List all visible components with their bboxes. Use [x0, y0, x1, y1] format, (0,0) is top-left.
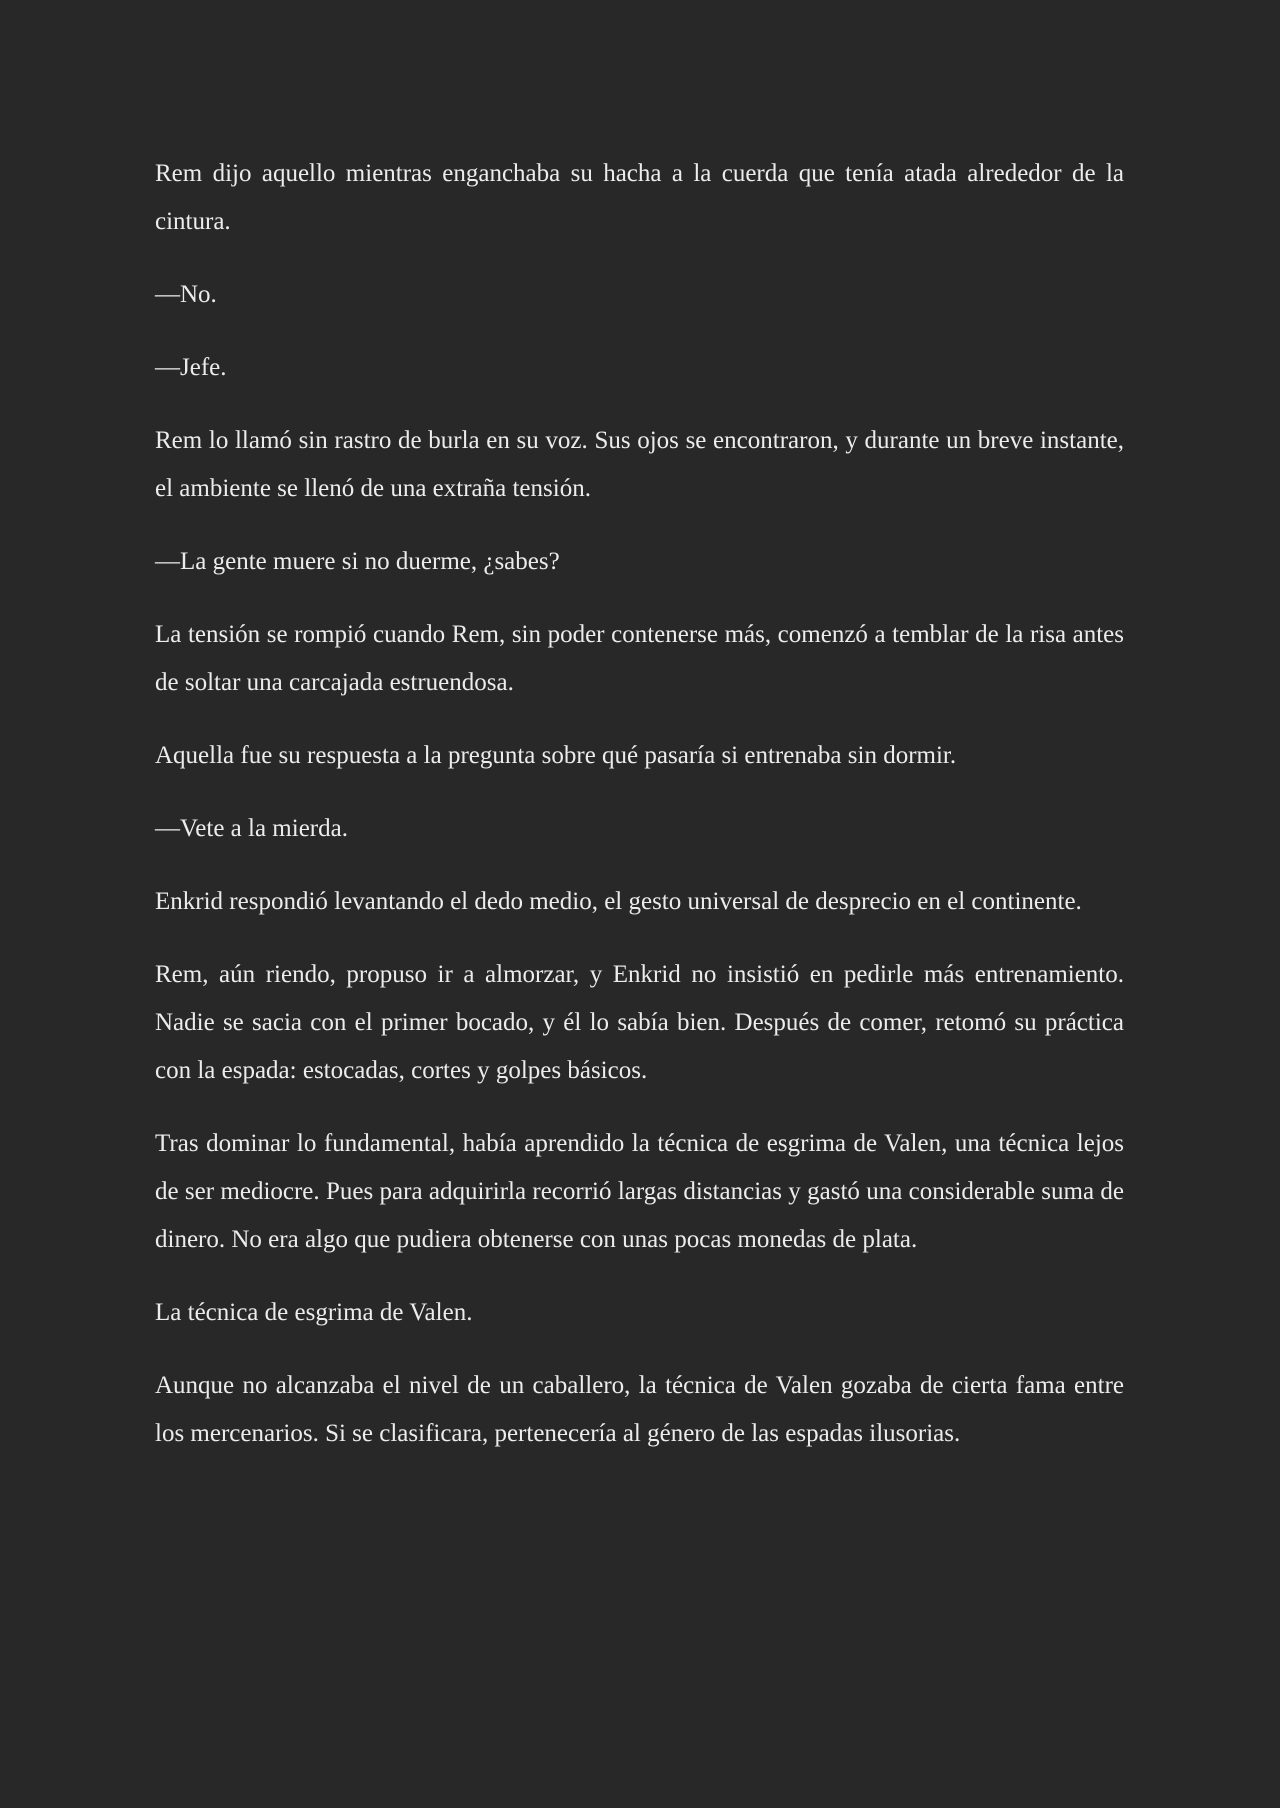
paragraph: La técnica de esgrima de Valen.	[155, 1299, 473, 1326]
paragraph: Rem lo llamó sin rastro de burla en su voz. Sus ojos se encontraron, y durante un breve instante, el ambiente se llenó de una extraña tensión.	[155, 427, 1124, 502]
paragraph: Aunque no alcanzaba el nivel de un caballero, la técnica de Valen gozaba de cierta fama entre los mercenarios. Si se clasificara, pertenecería al género de las espadas ilusorias.	[155, 1372, 1124, 1447]
paragraph: Rem, aún riendo, propuso ir a almorzar, y Enkrid no insistió en pedirle más entrenamiento. Nadie se sacia con el primer bocado, y él lo sabía bien. Después de comer, retomó su práctica con la espada: estocadas, cortes y golpes básicos.	[155, 961, 1124, 1084]
paragraph: —No.	[155, 281, 217, 308]
paragraph: La tensión se rompió cuando Rem, sin poder contenerse más, comenzó a temblar de la risa antes de soltar una carcajada estruendosa.	[155, 621, 1124, 696]
paragraph: —Jefe.	[155, 354, 227, 381]
paragraph: Rem dijo aquello mientras enganchaba su hacha a la cuerda que tenía atada alrededor de la cintura.	[155, 160, 1124, 235]
paragraph: Tras dominar lo fundamental, había aprendido la técnica de esgrima de Valen, una técnica lejos de ser mediocre. Pues para adquirirla recorrió largas distancias y gastó una considerable suma de dinero. No era algo que pudiera obtenerse con unas pocas monedas de plata.	[155, 1130, 1124, 1253]
paragraph: —Vete a la mierda.	[155, 815, 348, 842]
paragraph: Enkrid respondió levantando el dedo medio, el gesto universal de desprecio en el continente.	[155, 888, 1082, 915]
paragraph: Aquella fue su respuesta a la pregunta sobre qué pasaría si entrenaba sin dormir.	[155, 742, 957, 769]
paragraph: —La gente muere si no duerme, ¿sabes?	[155, 548, 560, 575]
